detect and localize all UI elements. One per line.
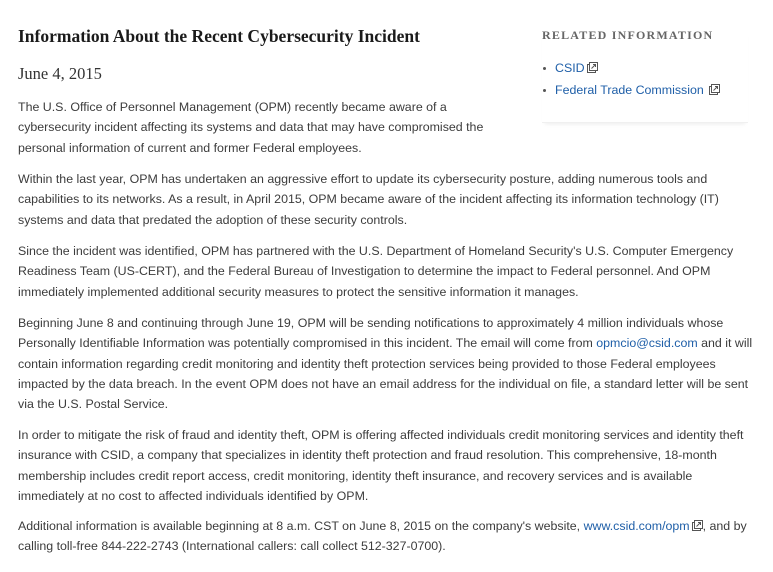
email-link[interactable]: opmcio@csid.com <box>596 336 698 351</box>
paragraph-6-text-a: Additional information is available beginning at 8 a.m. CST on June 8, 2015 on the company's website, <box>18 519 584 533</box>
paragraph-1: The U.S. Office of Personnel Management (OPM) recently became aware of a cybersecurity incident affecting its systems and data that may have compromised the personal information of current and former Federal employees. <box>18 100 484 155</box>
paragraph-6 <box>18 516 758 557</box>
paragraph-4-text-a: Beginning June 8 and continuing through June 19, OPM will be sending notifications to approximately 4 million individuals whose Personally Identifiable Information was potentially compromised in this incident. The email will come from <box>18 316 724 351</box>
related-links-list <box>542 57 720 101</box>
paragraph-5: In order to mitigate the risk of fraud and identity theft, OPM is offering affected individuals credit monitoring services and identity theft insurance with CSID, a company that specializes in identity theft protection and fraud resolution. This comprehensive, 18-month membership includes credit report access, credit monitoring, identity theft insurance, and recovery services and is available immediately at no cost to affected individuals identified by OPM. <box>18 428 744 503</box>
external-link-icon <box>709 84 720 95</box>
article-date: June 4, 2015 <box>18 64 102 83</box>
paragraph-2: Within the last year, OPM has undertaken an aggressive effort to update its cybersecurity posture, adding numerous tools and capabilities to its networks. As a result, in April 2015, OPM became aware of the incident affecting its information technology (IT) systems and data that predated the adoption of these security controls. <box>18 172 719 227</box>
csid-opm-link-label: www.csid.com/opm <box>583 519 690 533</box>
ftc-link-label: Federal Trade Commission <box>555 83 704 97</box>
paragraph-4-text-b: and it will contain information regarding credit monitoring and identity theft protection services being provided to those Federal employees impacted by the data breach. In the event OPM does not have an email address for the individual on file, a standard letter will be sent via the U.S. Postal Service. <box>18 336 753 412</box>
list-item <box>542 79 720 101</box>
sidebar-heading: RELATED INFORMATION <box>542 28 714 42</box>
paragraph-4 <box>18 313 753 414</box>
paragraph-3: Since the incident was identified, OPM has partnered with the U.S. Department of Homeland Security's U.S. Computer Emergency Readiness Team (US-CERT), and the Federal Bureau of Investigation to determine the impact to Federal personnel. And OPM immediately implemented additional security measures to protect the sensitive information it manages. <box>18 244 734 299</box>
related-information-panel <box>542 28 748 123</box>
csid-opm-link[interactable] <box>584 519 703 533</box>
external-link-icon <box>692 520 703 531</box>
page-title: Information About the Recent Cybersecurity Incident <box>18 26 420 46</box>
ftc-link[interactable] <box>555 83 720 97</box>
external-link-icon <box>587 62 598 73</box>
csid-link[interactable] <box>555 61 598 75</box>
list-item <box>542 57 720 79</box>
paragraph-6-text-b: , and by calling toll-free 844-222-2743 (International callers: call collect 512-327-0700). <box>18 519 747 554</box>
csid-link-label: CSID <box>555 61 585 75</box>
